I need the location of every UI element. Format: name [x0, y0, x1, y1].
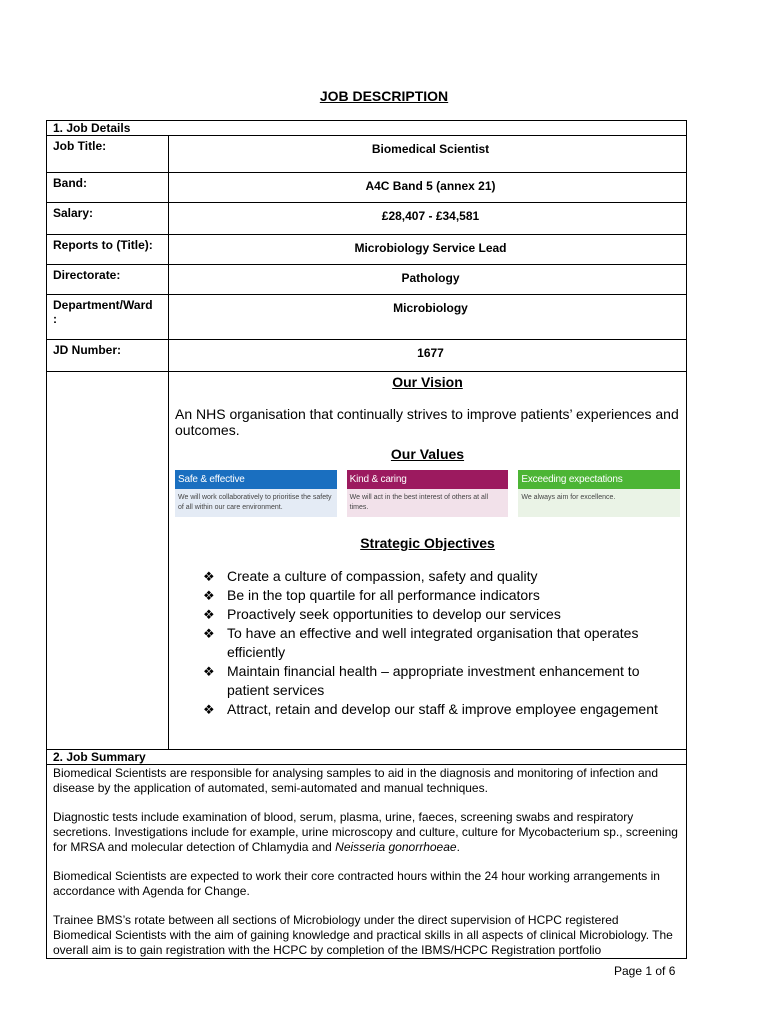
value-kind-caring-desc: We will act in the best interest of others at all times. — [347, 489, 509, 517]
vision-heading: Our Vision — [392, 374, 463, 390]
objectives-list — [175, 567, 680, 719]
row-jd-number — [47, 340, 687, 372]
objective-item: ❖ Maintain financial health – appropriate investment enhancement to patient services — [203, 663, 640, 698]
label-department-text: Department/Ward — [53, 298, 153, 312]
value-directorate: Pathology — [169, 265, 687, 295]
objective-item: ❖ To have an effective and well integrated organisation that operates efficiently — [203, 625, 639, 660]
summary-paragraph-4: Trainee BMS’s rotate between all sections of Microbiology under the direct supervision of HCPC registered Biomedical Scientists with the aim of gaining knowledge and practical skills in all aspects of clinical Microbiology. The overall aim is to gain registration with the HCPC by completion of the IBMS/HCPC Registration portfolio — [53, 913, 673, 957]
value-safe-effective — [175, 470, 337, 517]
value-exceeding-expectations — [518, 470, 680, 517]
label-job-title: Job Title: — [47, 136, 169, 173]
vision-left-blank — [47, 372, 169, 750]
values-banner — [175, 470, 680, 517]
vision-values-cell — [169, 372, 687, 750]
summary-paragraph-3: Biomedical Scientists are expected to work their core contracted hours within the 24 hour working arrangements in accordance with Agenda for Change. — [53, 869, 660, 898]
summary-paragraph-1: Biomedical Scientists are responsible for analysing samples to aid in the diagnosis and monitoring of infection and disease by the application of automated, semi-automated and manual techniques. — [53, 766, 659, 795]
label-department — [47, 295, 169, 340]
diamond-bullet-icon: ❖ — [203, 702, 215, 717]
row-job-title — [47, 136, 687, 173]
diamond-bullet-icon: ❖ — [203, 569, 215, 584]
job-summary-text — [47, 765, 687, 959]
row-reports-to — [47, 235, 687, 265]
summary-paragraph-2: Diagnostic tests include examination of blood, serum, plasma, urine, faeces, screening swabs and respiratory secretions. Investigations include for example, urine microscopy and culture, culture for Mycobacterium sp., screening for MRSA and molecular detection of Chlamydia and Neisseria gonorrhoeae. — [53, 810, 678, 854]
value-safe-effective-title: Safe & effective — [175, 470, 337, 489]
value-kind-caring-title: Kind & caring — [347, 470, 509, 489]
row-vision-values — [47, 372, 687, 750]
objectives-heading: Strategic Objectives — [360, 535, 495, 551]
value-job-title: Biomedical Scientist — [169, 136, 687, 173]
value-band: A4C Band 5 (annex 21) — [169, 173, 687, 203]
row-salary — [47, 203, 687, 235]
diamond-bullet-icon: ❖ — [203, 626, 215, 641]
value-department: Microbiology — [169, 295, 687, 340]
diamond-bullet-icon: ❖ — [203, 664, 215, 679]
objective-item: ❖ Attract, retain and develop our staff & improve employee engagement — [203, 701, 658, 717]
diamond-bullet-icon: ❖ — [203, 607, 215, 622]
label-jd-number: JD Number: — [47, 340, 169, 372]
label-directorate: Directorate: — [47, 265, 169, 295]
row-department — [47, 295, 687, 340]
value-exceeding-expectations-desc: We always aim for excellence. — [518, 489, 680, 517]
document-title: JOB DESCRIPTION — [319, 88, 449, 104]
organism-name: Neisseria gonorrhoeae — [335, 840, 457, 854]
section-2-header: 2. Job Summary — [47, 750, 687, 765]
job-description-table — [46, 120, 687, 959]
values-heading: Our Values — [390, 446, 465, 462]
section-1-header: 1. Job Details — [47, 121, 687, 136]
label-reports-to: Reports to (Title): — [47, 235, 169, 265]
row-band — [47, 173, 687, 203]
label-band: Band: — [47, 173, 169, 203]
value-salary: £28,407 - £34,581 — [169, 203, 687, 235]
value-exceeding-expectations-title: Exceeding expectations — [518, 470, 680, 489]
diamond-bullet-icon: ❖ — [203, 588, 215, 603]
row-directorate — [47, 265, 687, 295]
objective-item: ❖ Be in the top quartile for all performance indicators — [203, 587, 540, 603]
objective-item: ❖ Create a culture of compassion, safety and quality — [203, 568, 538, 584]
label-salary: Salary: — [47, 203, 169, 235]
objective-item: ❖ Proactively seek opportunities to develop our services — [203, 606, 561, 622]
page-number: Page 1 of 6 — [614, 964, 676, 978]
label-department-colon: : — [53, 312, 57, 326]
vision-text: An NHS organisation that continually strives to improve patients’ experiences and outcomes. — [175, 406, 679, 438]
value-jd-number: 1677 — [169, 340, 687, 372]
value-reports-to: Microbiology Service Lead — [169, 235, 687, 265]
value-kind-caring — [347, 470, 509, 517]
value-safe-effective-desc: We will work collaboratively to prioritise the safety of all within our care environment. — [175, 489, 337, 517]
